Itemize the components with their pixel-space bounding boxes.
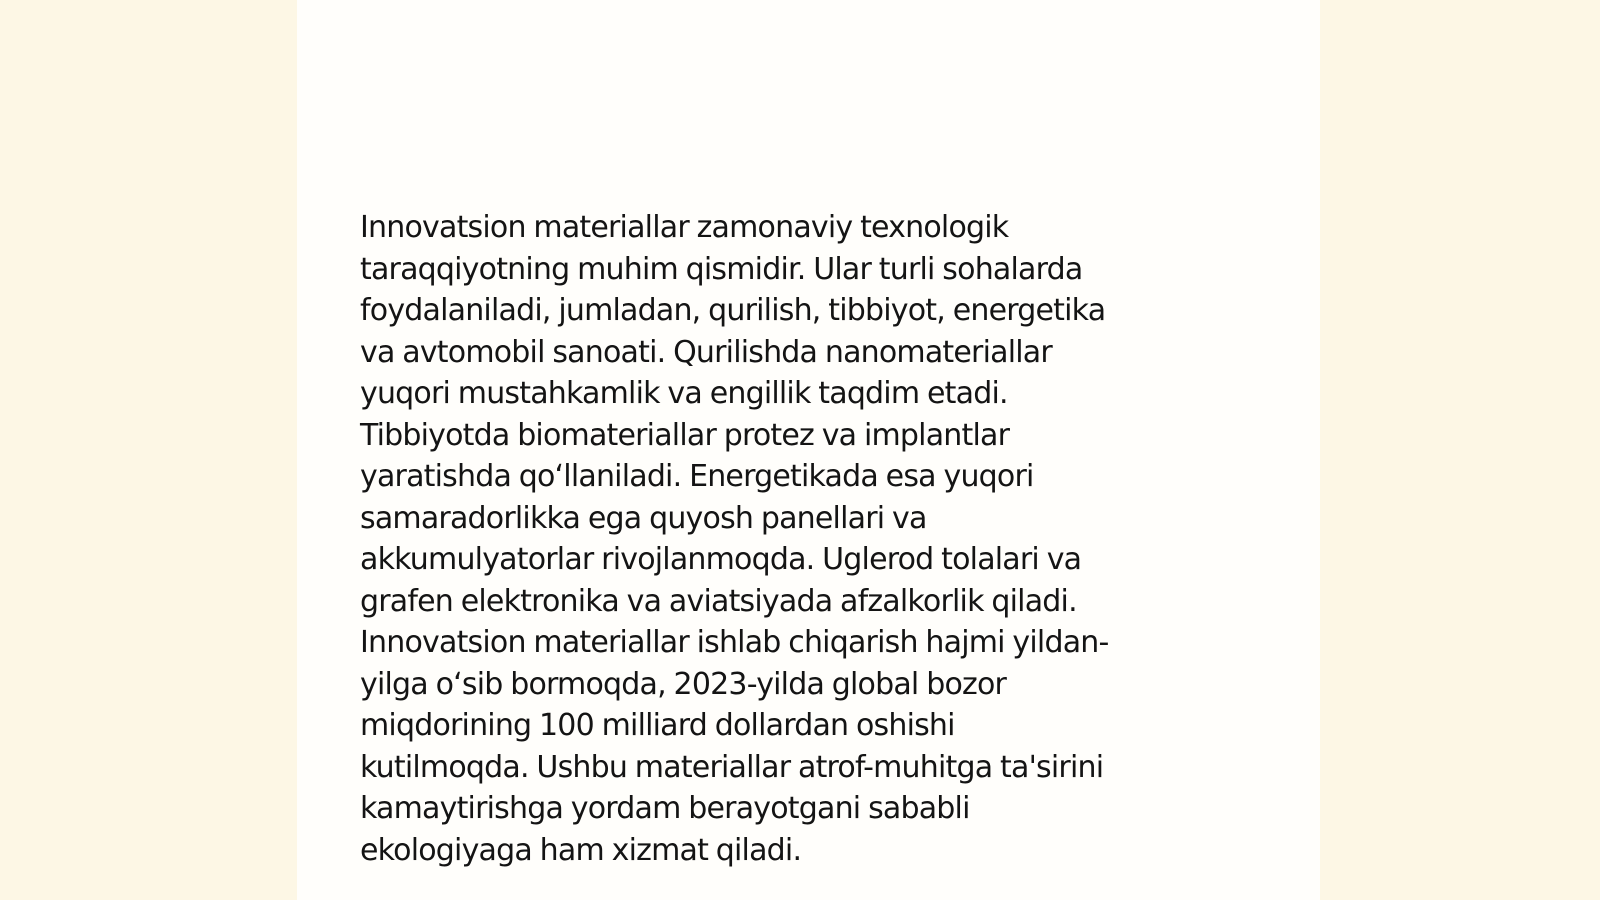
document-page xyxy=(297,0,1320,900)
paragraph-line: akkumulyatorlar rivojlanmoqda. Uglerod tolalari va xyxy=(360,542,1082,577)
paragraph-line: miqdorining 100 milliard dollardan oshishi xyxy=(360,708,955,743)
paragraph-line: Tibbiyotda biomateriallar protez va implantlar xyxy=(360,417,1010,453)
paragraph-line: taraqqiyotning muhim qismidir. Ular turli sohalarda xyxy=(360,251,1083,287)
paragraph-line: kamaytirishga yordam berayotgani sababli xyxy=(360,791,970,826)
paragraph-line: grafen elektronika va aviatsiyada afzalkorlik qiladi. xyxy=(360,583,1077,619)
paragraph-line: kutilmoqda. Ushbu materiallar atrof-muhitga ta'sirini xyxy=(360,749,1104,785)
paragraph-line: yuqori mustahkamlik va engillik taqdim etadi. xyxy=(360,376,1008,411)
paragraph-line: Innovatsion materiallar ishlab chiqarish hajmi yildan- xyxy=(360,625,1109,660)
paragraph-line: yaratishda qo‘llaniladi. Energetikada esa yuqori xyxy=(360,459,1034,494)
paragraph-line: foydalaniladi, jumladan, qurilish, tibbiyot, energetika xyxy=(360,293,1106,328)
paragraph-line: ekologiyaga ham xizmat qiladi. xyxy=(360,832,802,868)
body-paragraph xyxy=(360,207,1260,871)
paragraph-line: yilga o‘sib bormoqda, 2023-yilda global bozor xyxy=(360,666,1007,702)
paragraph-line: va avtomobil sanoati. Qurilishda nanomateriallar xyxy=(360,334,1052,370)
paragraph-line: samaradorlikka ega quyosh panellari va xyxy=(360,500,927,536)
paragraph-line: Innovatsion materiallar zamonaviy texnologik xyxy=(360,210,1009,245)
